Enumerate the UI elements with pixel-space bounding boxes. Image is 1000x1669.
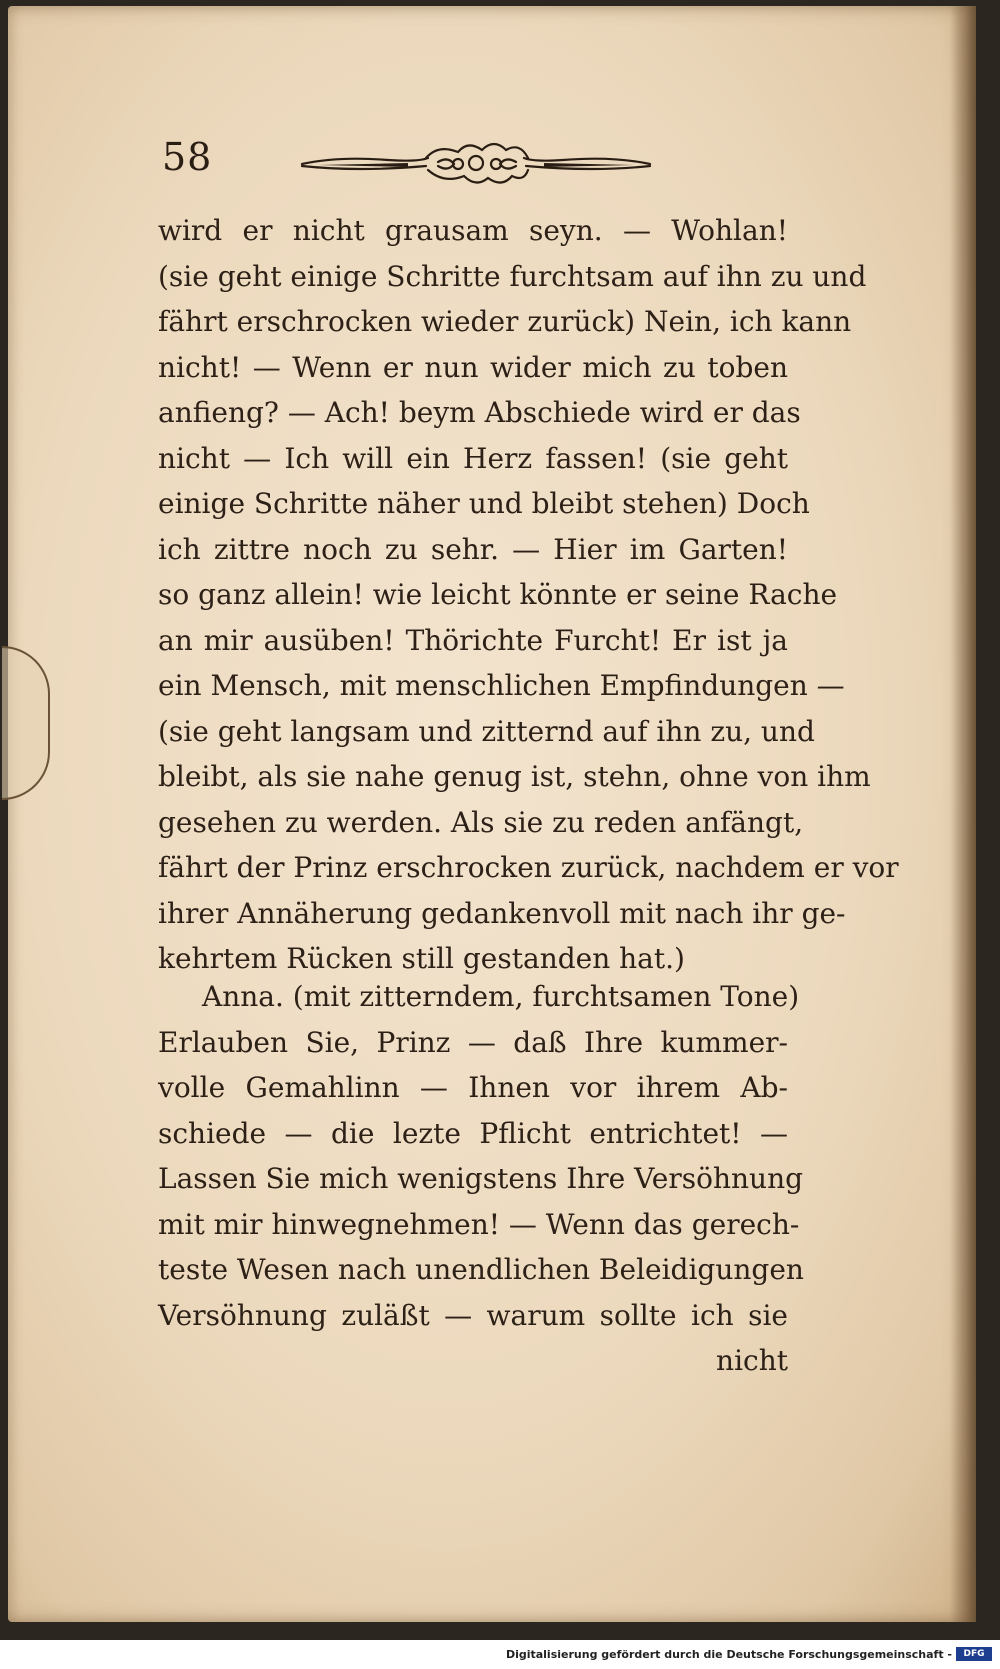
text-line: volle Gemahlinn — Ihnen vor ihrem Ab- — [158, 1071, 788, 1104]
text-line: ihrer Annäherung gedankenvoll mit nach ihr ge- — [158, 896, 846, 930]
catchword: nicht — [716, 1344, 788, 1377]
text-line: so ganz allein! wie leicht könnte er seine Rache — [158, 578, 838, 611]
text-line: gesehen zu werden. Als sie zu reden anfängt, — [158, 805, 804, 839]
text-line: kehrtem Rücken still gestanden hat.) — [158, 942, 685, 975]
text-line: (sie geht einige Schritte furchtsam auf ihn zu und — [158, 259, 867, 293]
text-line: fährt der Prinz erschrocken zurück, nachdem er vor — [158, 851, 899, 884]
page-edge-shadow — [950, 6, 976, 1622]
text-line: mit mir hinwegnehmen! — Wenn das gerech- — [158, 1207, 800, 1241]
text-line: Erlauben Sie, Prinz — daß Ihre kummer- — [158, 1025, 788, 1059]
paragraph-stage-direction — [158, 208, 899, 982]
text-line: Anna. (mit zitterndem, furchtsamen Tone) — [202, 980, 800, 1013]
text-line: Lassen Sie mich wenigstens Ihre Versöhnung — [158, 1162, 804, 1195]
text-line: schiede — die lezte Pflicht entrichtet! — — [158, 1116, 788, 1150]
binding-tab — [2, 646, 50, 800]
paragraph-anna-speech — [158, 974, 804, 1384]
dfg-logo-icon: DFG — [956, 1647, 992, 1661]
text-line: bleibt, als sie nahe genug ist, stehn, ohne von ihm — [158, 760, 871, 793]
text-line: (sie geht langsam und zitternd auf ihn zu, und — [158, 714, 815, 748]
text-line: ein Mensch, mit menschlichen Empfindungen — — [158, 669, 845, 702]
funding-credit: Digitalisierung gefördert durch die Deutsche Forschungsgemeinschaft - — [505, 1648, 952, 1661]
page-number: 58 — [162, 135, 213, 179]
text-line: anfieng? — Ach! beym Abschiede wird er das — [158, 396, 801, 429]
text-line: ich zittre noch zu sehr. — Hier im Garten! — [158, 532, 788, 566]
text-line: wird er nicht grausam seyn. — Wohlan! — [158, 214, 788, 247]
text-line: nicht! — Wenn er nun wider mich zu toben — [158, 350, 788, 384]
text-line: einige Schritte näher und bleibt stehen) Doch — [158, 487, 810, 520]
text-line: Versöhnung zuläßt — warum sollte ich sie — [158, 1298, 788, 1332]
text-line: teste Wesen nach unendlichen Beleidigungen — [158, 1253, 804, 1286]
text-line: fährt erschrocken wieder zurück) Nein, ich kann — [158, 305, 852, 338]
ornament-divider-icon — [298, 136, 654, 190]
text-line: an mir ausüben! Thörichte Furcht! Er ist ja — [158, 623, 788, 657]
text-line: nicht — Ich will ein Herz fassen! (sie geht — [158, 441, 788, 475]
